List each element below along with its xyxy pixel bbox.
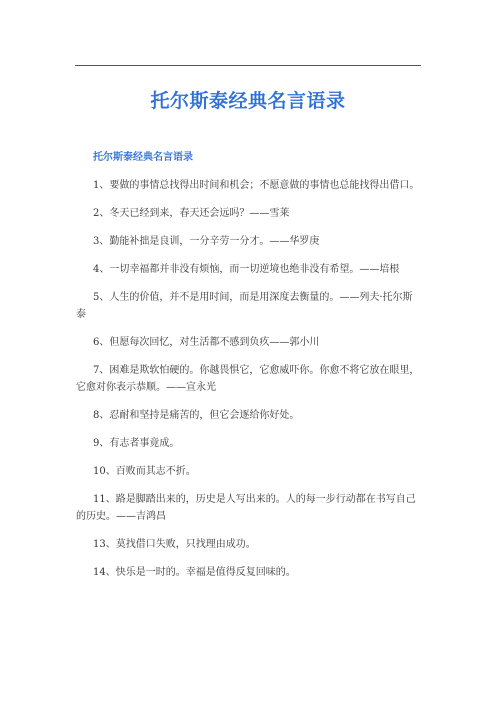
quote-paragraph: 7、困难是欺软怕硬的。你越畏惧它，它愈威吓你。你愈不将它放在眼里，它愈对你表示恭顺。——宣永光 bbox=[76, 365, 420, 393]
quote-paragraph: 9、有志者事竟成。 bbox=[93, 438, 180, 449]
section-heading: 托尔斯泰经典名言语录 bbox=[93, 152, 193, 163]
header-rule bbox=[75, 65, 421, 66]
document-body bbox=[76, 150, 422, 592]
quote-paragraph: 10、百败而其志不折。 bbox=[93, 466, 196, 477]
quote-paragraph: 6、但愿每次回忆，对生活都不感到负疚——郭小川 bbox=[93, 337, 320, 348]
page-title: 托尔斯泰经典名言语录 bbox=[150, 90, 346, 112]
quote-paragraph: 13、莫找借口失败，只找理由成功。 bbox=[93, 539, 256, 550]
quote-paragraph: 11、路是脚踏出来的，历史是人写出来的。人的每一步行动都在书写自己的历史。——吉鸿昌 bbox=[76, 494, 416, 522]
quote-paragraph: 8、忍耐和坚持是痛苦的，但它会逐给你好处。 bbox=[93, 410, 300, 421]
quote-paragraph: 14、快乐是一时的。幸福是值得反复回味的。 bbox=[93, 567, 296, 578]
quote-paragraph: 4、一切幸福都并非没有烦恼，而一切逆境也绝非没有希望。——培根 bbox=[93, 264, 400, 275]
quote-paragraph: 3、勤能补拙是良训，一分辛劳一分才。——华罗庚 bbox=[93, 236, 320, 247]
quote-paragraph: 2、冬天已经到来，春天还会远吗？——雪莱 bbox=[93, 208, 290, 219]
quote-paragraph: 5、人生的价值，并不是用时间，而是用深度去衡量的。——列夫·托尔斯泰 bbox=[76, 292, 413, 320]
quote-paragraph: 1、要做的事情总找得出时间和机会；不愿意做的事情也总能找得出借口。 bbox=[93, 180, 420, 191]
